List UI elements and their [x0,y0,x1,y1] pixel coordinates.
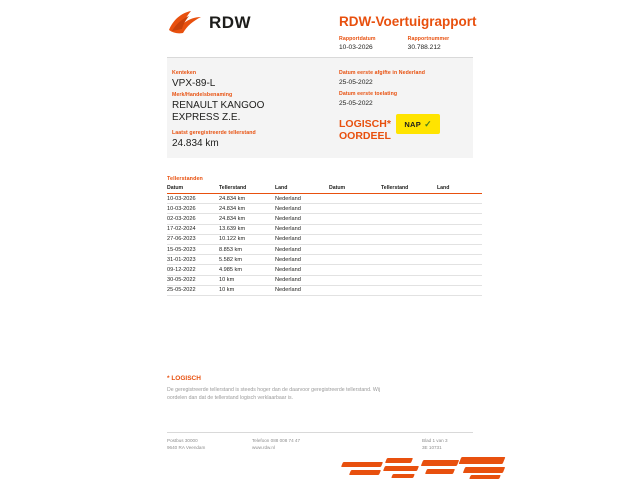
cell-land-2 [437,214,482,224]
table-row [167,275,482,285]
vehicle-info-band [167,58,473,158]
cell-tellerstand-2 [381,265,437,275]
cell-spacer [320,194,329,204]
cell-tellerstand-2 [381,285,437,295]
cell-tellerstand: 4.985 km [219,265,275,275]
cell-datum: 09-12-2022 [167,265,219,275]
kenteken-value: VPX-89-L [172,78,216,89]
cell-datum-2 [329,244,381,254]
cell-tellerstand: 24.834 km [219,214,275,224]
field-eerste-toelating [339,91,397,108]
cell-datum-2 [329,214,381,224]
cell-tellerstand-2 [381,224,437,234]
verdict-text [339,118,391,142]
page-title: RDW-Voertuigrapport [339,14,477,29]
cell-land: Nederland [275,194,320,204]
meta-rapportdatum-value: 10-03-2026 [339,44,373,51]
cell-land-2 [437,265,482,275]
eerste-afgifte-value: 25-05-2022 [339,79,373,86]
footer-page-number: Blad 1 van 3 [422,438,448,443]
col-datum-1: Datum [167,185,219,194]
cell-land-2 [437,244,482,254]
cell-tellerstand: 10 km [219,285,275,295]
document-header [0,0,640,58]
cell-datum-2 [329,204,381,214]
footer-phone: Telefoon 088 008 74 47 [252,438,301,443]
report-meta [339,36,449,51]
footer-divider [167,432,473,433]
cell-tellerstand: 10 km [219,275,275,285]
cell-tellerstand-2 [381,214,437,224]
odometer-table-section [167,176,473,296]
field-tellerstand [172,130,256,150]
meta-rapportnummer-value: 30.788.212 [407,44,441,51]
cell-land-2 [437,224,482,234]
meta-rapportdatum [339,36,376,51]
cell-spacer [320,224,329,234]
verdict-line2: OORDEEL [339,130,391,142]
field-merk [172,92,264,124]
footer-contact [252,437,300,451]
cell-datum-2 [329,194,381,204]
table-row [167,285,482,295]
cell-datum-2 [329,265,381,275]
tellerstand-value: 24.834 km [172,138,219,149]
bottom-decoration [340,456,510,480]
brand-name: RDW [209,13,252,32]
cell-land-2 [437,194,482,204]
cell-land-2 [437,275,482,285]
footer-address-line1: Postbus 30000 [167,438,198,443]
col-land-2: Land [437,185,482,194]
cell-datum: 17-02-2024 [167,224,219,234]
field-eerste-afgifte [339,70,425,87]
rdw-flame-icon [167,10,203,36]
field-kenteken [172,70,215,90]
cell-land-2 [437,204,482,214]
eerste-afgifte-label: Datum eerste afgifte in Nederland [339,70,426,76]
kenteken-label: Kenteken [172,70,197,76]
cell-spacer [320,275,329,285]
footer-address-line2: 9640 RA Veendam [167,445,206,450]
cell-datum: 31-01-2023 [167,255,219,265]
rdw-logo [167,10,251,36]
meta-rapportnummer-label: Rapportnummer [407,36,450,42]
cell-spacer [320,255,329,265]
cell-land-2 [437,234,482,244]
nap-label: NAP [404,119,422,129]
table-row [167,244,482,254]
cell-land: Nederland [275,285,320,295]
table-row [167,234,482,244]
cell-land: Nederland [275,275,320,285]
cell-spacer [320,285,329,295]
cell-tellerstand-2 [381,194,437,204]
cell-datum-2 [329,275,381,285]
cell-tellerstand-2 [381,244,437,254]
col-spacer [320,185,329,194]
cell-tellerstand-2 [381,234,437,244]
cell-datum: 15-05-2023 [167,244,219,254]
cell-land: Nederland [275,265,320,275]
cell-datum: 02-03-2026 [167,214,219,224]
cell-datum-2 [329,224,381,234]
cell-land: Nederland [275,204,320,214]
merk-value-line1: RENAULT KANGOO [172,100,265,111]
cell-datum: 27-06-2023 [167,234,219,244]
cell-land: Nederland [275,224,320,234]
table-row [167,224,482,234]
cell-datum-2 [329,255,381,265]
table-row [167,265,482,275]
table-body [167,194,482,296]
check-icon: ✓ [424,118,432,129]
footnote-title: * LOGISCH [167,375,201,382]
cell-land-2 [437,285,482,295]
nap-badge [396,114,440,134]
footnote-body: De geregistreerde tellerstand is steeds hoger dan de daarvoor geregistreerde tellerstand. Wij oordelen dan dat de tellerstand logisch verklaarbaar is. [167,387,381,401]
cell-spacer [320,265,329,275]
cell-tellerstand: 13.639 km [219,224,275,234]
cell-land: Nederland [275,255,320,265]
footer-address [167,437,205,451]
cell-tellerstand: 5.582 km [219,255,275,265]
footnote [167,375,397,402]
cell-tellerstand: 8.853 km [219,244,275,254]
table-row [167,194,482,204]
cell-land-2 [437,255,482,265]
merk-label: Merk/Handelsbenaming [172,92,233,98]
col-tellerstand-2: Tellerstand [381,185,437,194]
table-row [167,255,482,265]
meta-rapportnummer [408,36,450,51]
eerste-toelating-label: Datum eerste toelating [339,91,398,97]
table-header-row [167,185,482,194]
cell-datum: 25-05-2022 [167,285,219,295]
cell-tellerstand-2 [381,255,437,265]
merk-value-line2: EXPRESS Z.E. [172,112,241,123]
meta-rapportdatum-label: Rapportdatum [339,36,376,42]
table-title: Tellerstanden [167,176,203,182]
cell-spacer [320,214,329,224]
col-tellerstand-1: Tellerstand [219,185,275,194]
cell-datum-2 [329,234,381,244]
cell-tellerstand-2 [381,275,437,285]
eerste-toelating-value: 25-05-2022 [339,100,373,107]
cell-tellerstand: 24.834 km [219,204,275,214]
verdict-line1: LOGISCH* [339,118,391,130]
tellerstand-label: Laatst geregistreerde tellerstand [172,130,256,136]
cell-land: Nederland [275,234,320,244]
cell-spacer [320,234,329,244]
footer-website[interactable]: www.rdw.nl [252,445,275,450]
cell-spacer [320,244,329,254]
footer-doc-code: 3E 10731 [422,445,442,450]
cell-datum: 10-03-2026 [167,194,219,204]
cell-datum: 10-03-2026 [167,204,219,214]
cell-datum-2 [329,285,381,295]
odometer-table [167,185,482,296]
col-datum-2: Datum [329,185,381,194]
cell-tellerstand-2 [381,204,437,214]
cell-spacer [320,204,329,214]
cell-datum: 30-05-2022 [167,275,219,285]
cell-land: Nederland [275,244,320,254]
table-row [167,204,482,214]
cell-tellerstand: 10.122 km [219,234,275,244]
table-row [167,214,482,224]
col-land-1: Land [275,185,320,194]
cell-tellerstand: 24.834 km [219,194,275,204]
cell-land: Nederland [275,214,320,224]
footer-page [422,437,448,451]
